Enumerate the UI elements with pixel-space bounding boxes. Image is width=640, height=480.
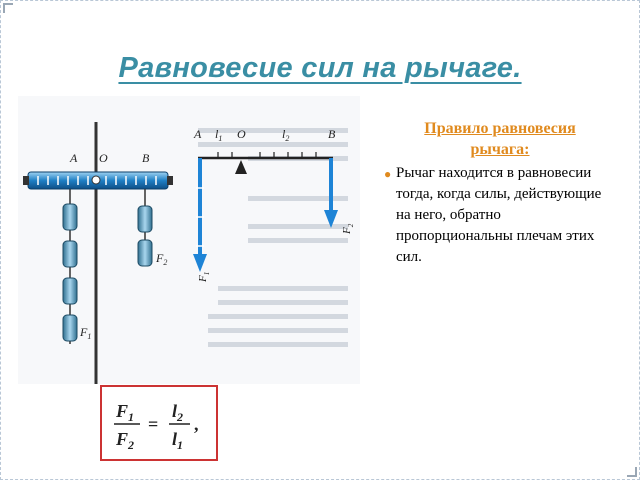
scheme-label-l1: $l_1$ — [215, 127, 223, 143]
formula-f2: $F_2$ — [116, 429, 135, 452]
lever-end-left — [23, 176, 29, 185]
scheme-label-a: A — [194, 127, 202, 141]
formula-l1: $l_1$ — [172, 429, 184, 452]
lever-end-right — [167, 176, 173, 185]
rule-list — [384, 163, 616, 268]
scheme-label-l2: $l_2$ — [282, 127, 290, 143]
photo-label-b: B — [142, 151, 150, 165]
rule-text: Рычаг находится в равновесии тогда, когда силы, действующие на него, обратно пропорциональны плечам этих сил. — [396, 165, 602, 265]
bullet-icon: ● — [384, 167, 392, 181]
formula-l2: $l_2$ — [172, 401, 184, 424]
photo-label-f2: $F_2$ — [156, 251, 168, 267]
scheme-label-f1: $F_1$ — [197, 271, 211, 282]
formula-box — [100, 385, 218, 461]
scheme-label-o: O — [237, 127, 246, 141]
slide-corner-top-left — [3, 3, 13, 13]
slide-corner-bottom-right — [627, 467, 637, 477]
lever-illustration — [18, 96, 360, 384]
lever-formula — [102, 387, 216, 459]
weight-stack-left — [63, 189, 77, 344]
scheme-label-f2: $F_2$ — [341, 223, 355, 234]
lever-pivot-photo — [92, 176, 100, 184]
scheme-label-b: B — [328, 127, 336, 141]
rule-heading: Правило равновесия рычага: — [424, 120, 576, 158]
photo-label-f1: $F_1$ — [80, 325, 92, 341]
formula-f1: $F_1$ — [116, 401, 135, 424]
photo-label-a: A — [70, 151, 78, 165]
photo-label-o: O — [99, 151, 108, 165]
slide-title: Равновесие сил на рычаге. — [118, 52, 522, 84]
rule-list-item — [384, 163, 616, 268]
formula-comma: , — [194, 414, 199, 434]
formula-equals: = — [148, 414, 159, 434]
